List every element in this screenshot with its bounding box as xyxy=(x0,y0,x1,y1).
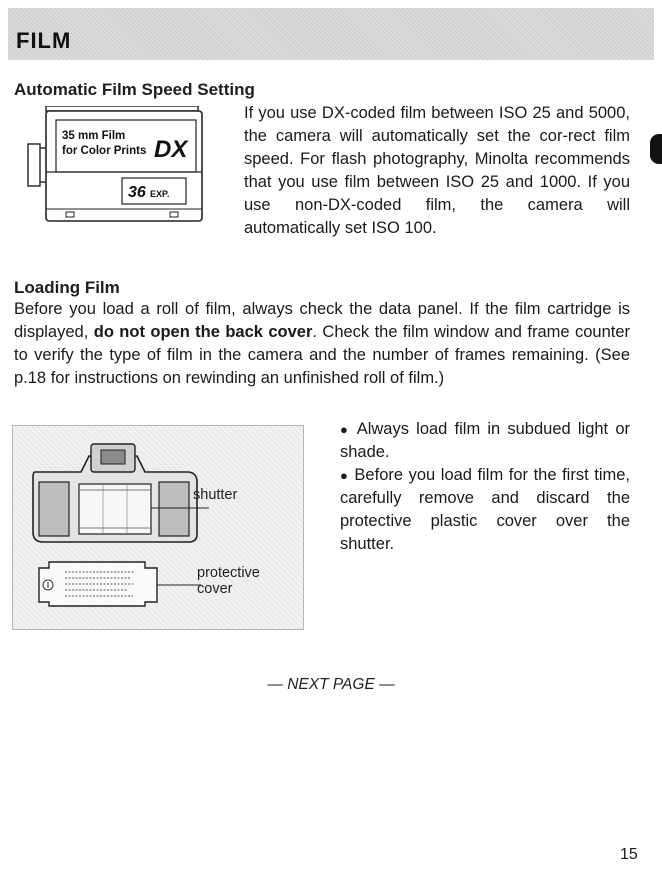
protective-cover-illustration xyxy=(35,558,205,610)
shutter-label: shutter xyxy=(193,487,238,503)
exposure-count: 36 xyxy=(128,184,146,201)
bullet-dot: ● xyxy=(340,422,351,437)
exposure-unit: EXP. xyxy=(150,189,170,199)
loading-film-heading: Loading Film xyxy=(14,278,120,297)
next-page-indicator: — NEXT PAGE — xyxy=(267,676,395,693)
bullet-item xyxy=(340,418,630,464)
cartridge-line-1: 35 mm Film xyxy=(62,130,126,142)
cover-label-line-1: protective xyxy=(197,565,260,581)
warning-emphasis: do not open the back cover xyxy=(93,323,313,341)
cartridge-notch-right xyxy=(170,212,178,217)
shutter-opening xyxy=(79,484,151,534)
bullet-text: Always load film in subdued light or shade. xyxy=(340,420,630,461)
cartridge-line-2: for Color Prints xyxy=(62,145,147,157)
film-speed-text: If you use DX-coded film between ISO 25 and 5000, the camera will automatically set the cor-rect film speed. For flash photography, Minolta recommends that you use film between ISO 25 and 1000. If you use non-DX-coded film, the camera will automatically set ISO 100. xyxy=(244,104,630,237)
cartridge-spool-end xyxy=(28,144,40,186)
camera-figure xyxy=(12,425,304,630)
loading-film-text-after: . Check the film window and frame counter to verify the type of film in the camera and the number of frames remaining. (See p.18 for instructions on rewinding an unfinished roll of film.) xyxy=(14,323,630,387)
section-title: FILM xyxy=(16,28,72,53)
film-speed-heading: Automatic Film Speed Setting xyxy=(14,80,255,99)
bullet-text: Before you load film for the first time, carefully remove and discard the protective plastic cover over the shutter. xyxy=(340,466,630,553)
bullet-item xyxy=(340,464,630,556)
section-header-band xyxy=(8,8,654,60)
loading-film-text-before: Before you load a roll of film, always check the data panel. If the film cartridge is displayed, xyxy=(14,300,630,341)
dx-logo: DX xyxy=(154,136,188,163)
cover-label-line-2: cover xyxy=(197,581,233,597)
loading-film-text xyxy=(14,298,630,390)
film-chamber-left xyxy=(39,482,69,536)
cartridge-notch-left xyxy=(66,212,74,217)
page-number: 15 xyxy=(620,846,638,863)
bullet-dot: ● xyxy=(340,468,349,483)
film-chamber-right xyxy=(159,482,189,536)
film-cartridge-illustration xyxy=(26,106,206,232)
page-tab-marker xyxy=(650,134,662,164)
